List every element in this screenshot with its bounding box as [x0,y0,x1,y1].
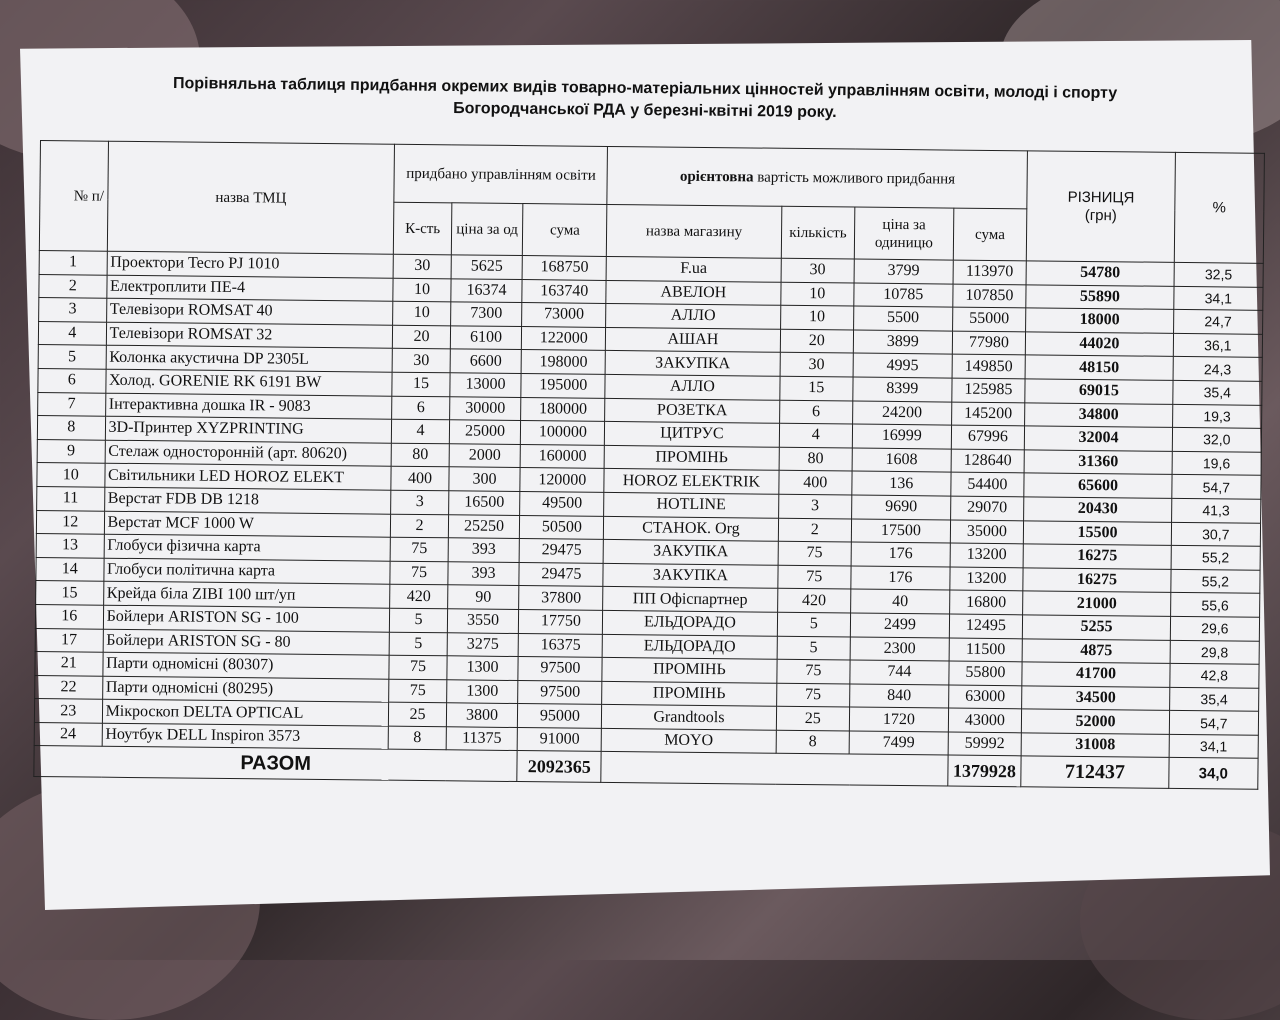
row-num-cell: 7 [38,392,106,416]
price-cell: 25000 [449,420,521,444]
diff-cell: 5255 [1023,615,1171,640]
sum-cell: 95000 [518,704,602,728]
sum-cell: 29475 [519,562,603,586]
qty-cell: 3 [391,490,449,514]
diff-cell: 31360 [1024,450,1172,475]
item-name-cell: Верстат FDB DB 1218 [104,487,391,514]
price-cell: 25250 [448,514,520,538]
row-num-cell: 22 [35,675,103,699]
price-cell: 16374 [451,278,523,302]
est-sum-cell: 63000 [948,685,1022,709]
qty-cell: 30 [392,349,450,373]
pct-cell: 55,2 [1171,569,1260,594]
header-est-sum: сума [953,208,1027,261]
est-price-cell: 4995 [853,353,952,378]
totals-sum: 2092365 [517,751,601,783]
header-estimate [607,146,1028,208]
row-num-cell: 8 [37,416,105,440]
sum-cell: 50500 [520,515,604,539]
price-cell: 6600 [450,349,522,373]
title-line-1: Порівняльна таблиця придбання окремих видів товарно-матеріальних цінностей управлінням освіти, молоді і спорту [172,75,1118,102]
price-cell: 300 [449,467,521,491]
shop-name-cell: MOYO [602,728,776,753]
header-name: назва ТМЦ [107,141,395,254]
est-sum-cell: 35000 [950,520,1024,544]
qty-cell: 15 [392,372,450,396]
pct-cell: 30,7 [1171,522,1260,547]
header-bought: придбано управлінням освіти [394,144,608,204]
sum-cell: 195000 [521,374,605,398]
row-num-cell: 10 [37,463,105,487]
price-cell: 1300 [447,656,519,680]
qty-cell: 4 [392,419,450,443]
comparison-table [33,140,1265,790]
item-name-cell: Бойлери ARISTON SG - 80 [103,629,390,656]
est-qty-cell: 80 [779,447,853,471]
pct-cell: 32,5 [1174,262,1263,287]
qty-cell: 75 [389,679,447,703]
est-price-cell: 8399 [853,377,952,402]
shop-name-cell: СТАНОК. Org [604,516,778,541]
est-price-cell: 5500 [854,306,953,331]
shop-name-cell: АВЕЛОН [606,280,780,305]
est-qty-cell: 10 [780,282,854,306]
qty-cell: 10 [393,278,451,302]
pct-cell: 19,6 [1172,451,1261,476]
sum-cell: 97500 [518,680,602,704]
est-sum-cell: 145200 [951,402,1025,426]
header-estimate-rest: вартість можливого придбання [753,168,956,188]
diff-cell: 55890 [1026,284,1174,309]
item-name-cell: Мікроскоп DELTA OPTICAL [102,699,389,726]
totals-empty [601,752,947,787]
header-qty: К-сть [394,202,452,255]
est-sum-cell: 16800 [949,590,1023,614]
shop-name-cell: АЛЛО [606,304,780,329]
row-num-cell: 3 [39,298,107,322]
pct-cell: 55,2 [1171,545,1260,570]
est-sum-cell: 67996 [951,425,1025,449]
est-qty-cell: 3 [778,494,852,518]
est-price-cell: 2499 [851,613,950,638]
header-pct: % [1174,152,1264,263]
diff-cell: 44020 [1026,332,1174,357]
totals-diff: 712437 [1021,756,1169,789]
pct-cell: 54,7 [1169,711,1258,736]
est-qty-cell: 30 [780,353,854,377]
price-cell: 16500 [448,491,520,515]
est-sum-cell: 59992 [948,732,1022,756]
est-qty-cell: 75 [777,565,851,589]
est-qty-cell: 2 [778,518,852,542]
diff-cell: 48150 [1025,355,1173,380]
est-sum-cell: 128640 [951,449,1025,473]
header-price: ціна за од [451,203,523,256]
row-num-cell: 13 [36,534,104,558]
qty-cell: 2 [391,514,449,538]
shop-name-cell: РОЗЕТКА [605,398,779,423]
item-name-cell: Електроплити ПЕ-4 [106,275,393,302]
pct-cell: 42,8 [1170,663,1259,688]
diff-cell: 34500 [1022,686,1170,711]
sum-cell: 163740 [522,279,606,303]
est-sum-cell: 29070 [950,496,1024,520]
est-qty-cell: 5 [777,612,851,636]
sum-cell: 73000 [522,303,606,327]
qty-cell: 400 [391,467,449,491]
item-name-cell: Глобуси політична карта [103,558,390,585]
est-qty-cell: 4 [779,423,853,447]
item-name-cell: Проектори Tecro PJ 1010 [107,251,394,278]
est-qty-cell: 10 [780,305,854,329]
shop-name-cell: ПП Офіспартнер [603,587,777,612]
sum-cell: 91000 [518,727,602,751]
est-price-cell: 7499 [849,731,948,756]
est-price-cell: 10785 [854,283,953,308]
shop-name-cell: ПРОМІНЬ [604,445,778,470]
shop-name-cell: ЗАКУПКА [605,351,779,376]
price-cell: 90 [447,585,519,609]
pct-cell: 35,4 [1169,687,1258,712]
qty-cell: 10 [393,301,451,325]
pct-cell: 34,1 [1174,286,1263,311]
header-estimate-prefix: орієнтовна [679,168,754,185]
pct-cell: 36,1 [1173,333,1262,358]
est-sum-cell: 77980 [952,331,1026,355]
row-num-cell: 15 [36,581,104,605]
est-price-cell: 17500 [852,519,951,544]
title-line-2: Богородчанської РДА у березні-квітні 2019 року. [453,99,837,122]
header-est-price: ціна за одиницю [855,207,954,260]
price-cell: 7300 [450,302,522,326]
sum-cell: 122000 [522,326,606,350]
qty-cell: 80 [391,443,449,467]
qty-cell: 30 [393,254,451,278]
item-name-cell: Ноутбук DELL Inspiron 3573 [102,723,389,750]
item-name-cell: Верстат MCF 1000 W [104,511,391,538]
est-qty-cell: 15 [779,376,853,400]
est-price-cell: 1608 [852,448,951,473]
qty-cell: 25 [389,702,447,726]
sum-cell: 120000 [520,468,604,492]
item-name-cell: Колонка акустична DP 2305L [106,346,393,373]
est-price-cell: 136 [852,471,951,496]
est-price-cell: 9690 [852,495,951,520]
row-num-cell: 17 [35,628,103,652]
sum-cell: 168750 [522,256,606,280]
pct-cell: 34,1 [1169,734,1258,759]
price-cell: 3800 [446,703,518,727]
row-num-cell: 23 [34,699,102,723]
sum-cell: 160000 [520,444,604,468]
header-num: № п/ [39,141,108,252]
shop-name-cell: HOROZ ELEKTRIK [604,469,778,494]
shop-name-cell: ЗАКУПКА [603,540,777,565]
row-num-cell: 24 [34,722,102,746]
price-cell: 3275 [447,632,519,656]
pct-cell: 29,6 [1170,616,1259,641]
qty-cell: 5 [390,608,448,632]
sum-cell: 180000 [521,397,605,421]
shop-name-cell: F.ua [606,256,780,281]
est-sum-cell: 55000 [952,307,1026,331]
price-cell: 393 [448,538,520,562]
pct-cell: 29,8 [1170,640,1259,665]
pct-cell: 41,3 [1171,498,1260,523]
qty-cell: 8 [389,726,447,750]
est-price-cell: 16999 [853,424,952,449]
diff-cell: 34800 [1025,402,1173,427]
item-name-cell: Холод. GORENIE RK 6191 BW [105,369,392,396]
diff-cell: 20430 [1024,497,1172,522]
sum-cell: 16375 [519,633,603,657]
row-num-cell: 5 [38,345,106,369]
pct-cell: 55,6 [1170,593,1259,618]
est-sum-cell: 125985 [951,378,1025,402]
est-qty-cell: 8 [776,730,850,754]
item-name-cell: Крейда біла ZIBI 100 шт/уп [103,582,390,609]
est-qty-cell: 6 [779,400,853,424]
shop-name-cell: ЕЛЬДОРАДО [603,610,777,635]
price-cell: 1300 [446,679,518,703]
est-qty-cell: 75 [776,683,850,707]
sum-cell: 17750 [519,609,603,633]
qty-cell: 5 [389,632,447,656]
item-name-cell: Бойлери ARISTON SG - 100 [103,605,390,632]
pct-cell: 32,0 [1172,428,1261,453]
shop-name-cell: ЗАКУПКА [603,563,777,588]
row-num-cell: 2 [39,274,107,298]
price-cell: 2000 [449,444,521,468]
shop-name-cell: АШАН [606,327,780,352]
qty-cell: 75 [390,537,448,561]
est-sum-cell: 43000 [948,708,1022,732]
shop-name-cell: ПРОМІНЬ [602,681,776,706]
diff-cell: 32004 [1025,426,1173,451]
sum-cell: 49500 [520,491,604,515]
shop-name-cell: ЕЛЬДОРАДО [603,634,777,659]
est-price-cell: 176 [851,542,950,567]
item-name-cell: Інтерактивна дошка IR - 9083 [105,393,392,420]
diff-cell: 18000 [1026,308,1174,333]
sum-cell: 97500 [518,657,602,681]
pct-cell: 24,3 [1173,357,1262,382]
header-shop: назва магазину [607,204,782,258]
est-qty-cell: 30 [781,258,855,282]
item-name-cell: Глобуси фізична карта [104,534,391,561]
est-price-cell: 1720 [850,707,949,732]
diff-cell: 21000 [1023,591,1171,616]
est-price-cell: 3899 [854,330,953,355]
qty-cell: 75 [390,561,448,585]
row-num-cell: 21 [35,652,103,676]
price-cell: 30000 [449,396,521,420]
price-cell: 5625 [451,255,523,279]
row-num-cell: 12 [36,510,104,534]
est-qty-cell: 20 [780,329,854,353]
header-est-qty: кількість [781,206,855,259]
est-price-cell: 840 [850,684,949,709]
item-name-cell: 3D-Принтер XYZPRINTING [105,416,392,443]
item-name-cell: Парти одномісні (80307) [102,652,389,679]
est-sum-cell: 54400 [950,472,1024,496]
est-sum-cell: 11500 [949,638,1023,662]
item-name-cell: Телевізори ROMSAT 32 [106,322,393,349]
diff-cell: 65600 [1024,473,1172,498]
qty-cell: 75 [389,655,447,679]
diff-cell: 16275 [1023,544,1171,569]
qty-cell: 20 [393,325,451,349]
est-qty-cell: 75 [776,659,850,683]
row-num-cell: 6 [38,368,106,392]
diff-cell: 52000 [1022,709,1170,734]
header-diff-unit: (грн) [1084,206,1117,224]
est-qty-cell: 25 [776,707,850,731]
header-diff [1027,151,1176,263]
diff-cell: 41700 [1022,662,1170,687]
totals-sum2: 1379928 [947,756,1021,788]
shop-name-cell: ЦИТРУС [605,422,779,447]
sum-cell: 29475 [520,539,604,563]
price-cell: 3550 [447,609,519,633]
est-price-cell: 744 [850,660,949,685]
est-qty-cell: 5 [777,636,851,660]
shop-name-cell: Grandtools [602,705,776,730]
row-num-cell: 9 [37,439,105,463]
item-name-cell: Стелаж односторонній (арт. 80620) [105,440,392,467]
est-sum-cell: 13200 [950,543,1024,567]
est-price-cell: 3799 [854,259,953,284]
pct-cell: 35,4 [1173,380,1262,405]
diff-cell: 69015 [1025,379,1173,404]
pct-cell: 19,3 [1172,404,1261,429]
diff-cell: 31008 [1021,733,1169,758]
item-name-cell: Телевізори ROMSAT 40 [106,298,393,325]
pct-cell: 54,7 [1172,475,1261,500]
row-num-cell: 16 [35,604,103,628]
price-cell: 6100 [450,326,522,350]
est-qty-cell: 400 [778,471,852,495]
shop-name-cell: АЛЛО [605,374,779,399]
sum-cell: 37800 [519,586,603,610]
pct-cell: 24,7 [1173,310,1262,335]
row-num-cell: 14 [36,557,104,581]
est-qty-cell: 420 [777,589,851,613]
row-num-cell: 4 [38,321,106,345]
est-price-cell: 24200 [853,401,952,426]
est-sum-cell: 13200 [949,567,1023,591]
row-num-cell: 11 [37,486,105,510]
price-cell: 13000 [450,373,522,397]
est-sum-cell: 107850 [952,284,1026,308]
est-price-cell: 2300 [850,637,949,662]
header-sum: сума [523,204,608,257]
est-price-cell: 40 [851,589,950,614]
totals-label: РАЗОМ [34,746,518,782]
est-sum-cell: 12495 [949,614,1023,638]
est-sum-cell: 113970 [953,260,1027,284]
diff-cell: 4875 [1022,638,1170,663]
diff-cell: 16275 [1023,568,1171,593]
qty-cell: 6 [392,396,450,420]
header-diff-label: РІЗНИЦЯ [1067,188,1135,206]
sum-cell: 100000 [521,421,605,445]
item-name-cell: Парти одномісні (80295) [102,676,389,703]
sum-cell: 198000 [521,350,605,374]
shop-name-cell: ПРОМІНЬ [602,658,776,683]
shop-name-cell: HOTLINE [604,492,778,517]
comparison-table-wrap [33,140,1265,813]
diff-cell: 54780 [1026,261,1174,286]
row-num-cell: 1 [39,250,107,274]
price-cell: 393 [448,562,520,586]
price-cell: 11375 [446,727,518,751]
item-name-cell: Світильники LED HOROZ ELEKT [104,464,391,491]
totals-pct: 34,0 [1169,758,1259,790]
qty-cell: 420 [390,585,448,609]
diff-cell: 15500 [1024,520,1172,545]
est-qty-cell: 75 [778,541,852,565]
est-sum-cell: 55800 [948,661,1022,685]
est-price-cell: 176 [851,566,950,591]
est-sum-cell: 149850 [952,354,1026,378]
